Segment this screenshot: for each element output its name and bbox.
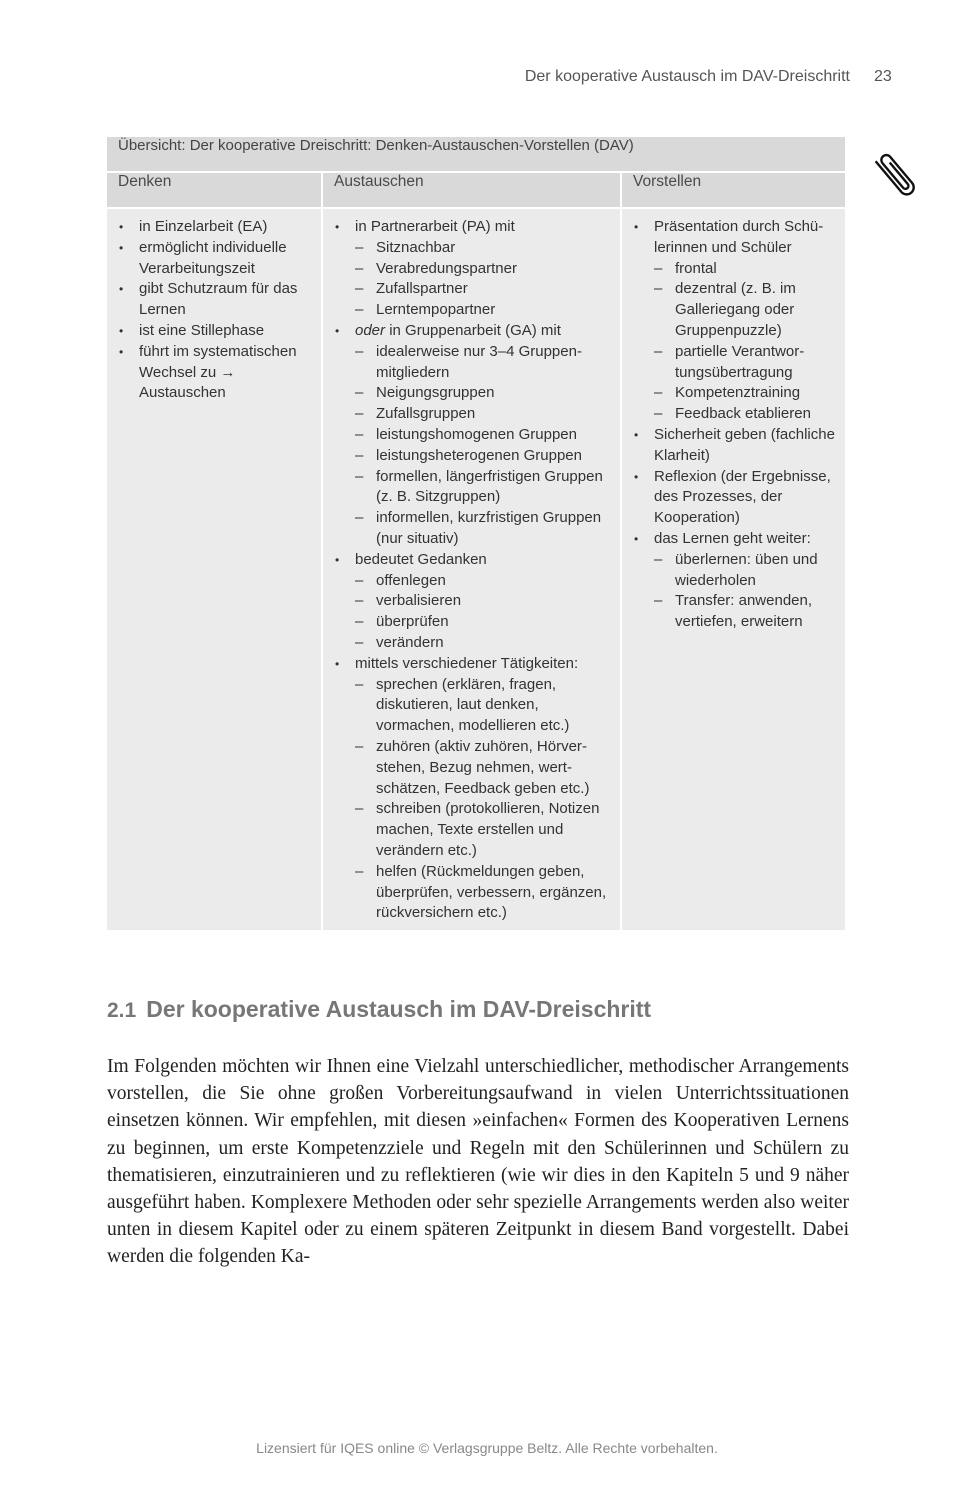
- sub-list-item: – Kompetenztraining: [654, 383, 835, 404]
- list-item-text: das Lernen geht weiter:: [654, 529, 811, 547]
- list-item-text: bedeutet Gedanken: [355, 550, 487, 568]
- table-caption: Übersicht: Der kooperative Dreischritt: Denken-Austauschen-Vorstellen (DAV): [107, 137, 845, 171]
- paperclip-icon: [870, 146, 920, 204]
- sub-list: [355, 571, 610, 654]
- list-austauschen: [335, 217, 610, 924]
- list-item: [119, 321, 311, 342]
- list-item-text: in Gruppenarbeit (GA) mit: [385, 321, 561, 339]
- cell-austauschen: [323, 209, 620, 930]
- sub-list-item: – schreiben (protokollieren, Notizen machen, Texte erstellen und verändern etc.): [355, 799, 610, 861]
- running-head: [0, 68, 974, 92]
- list-item-text: mittels verschiedener Tätigkeiten:: [355, 654, 579, 672]
- list-item: [119, 238, 311, 280]
- page-number: 23: [874, 68, 892, 85]
- list-item: [634, 529, 835, 633]
- sub-list-item: – leistungsheterogenen Gruppen: [355, 446, 610, 467]
- sub-list-item: – partielle Verantwortungsübertragung: [654, 342, 835, 384]
- list-item: [335, 550, 610, 654]
- sub-list-item: – Transfer: anwenden, vertiefen, erweitern: [654, 591, 835, 633]
- list-item: [119, 342, 311, 404]
- sub-list-item: – leistungshomogenen Gruppen: [355, 425, 610, 446]
- list-item: [634, 425, 835, 467]
- list-item-text: ermöglicht individuelle Verarbeitungszeit: [139, 238, 287, 277]
- list-item-text: in Einzelarbeit (EA): [139, 218, 268, 235]
- sub-list: [654, 550, 835, 633]
- list-item-text: in Partnerarbeit (PA) mit: [355, 218, 515, 235]
- sub-list-item: – verbalisieren: [355, 591, 610, 612]
- sub-list-item: – verändern: [355, 633, 610, 654]
- sub-list-item: – Zufallspartner: [355, 279, 610, 300]
- sub-list-item: – Lerntempopartner: [355, 300, 610, 321]
- list-item-text: ist eine Stillephase: [139, 321, 265, 339]
- sub-list-item: – offenlegen: [355, 571, 610, 592]
- sub-list-item: – Sitznachbar: [355, 238, 610, 259]
- running-title: Der kooperative Austausch im DAV-Dreischritt: [524, 68, 850, 85]
- sub-list-item: – idealerweise nur 3–4 Gruppenmitgliedern: [355, 342, 610, 384]
- sub-list-item: – informellen, kurzfristigen Gruppen (nur situativ): [355, 508, 610, 550]
- sub-list: [355, 238, 610, 321]
- sub-list-item: – überprüfen: [355, 612, 610, 633]
- body-paragraph: Im Folgenden möchten wir Ihnen eine Vielzahl unterschiedlicher, methodischer Arrangements vorstellen, die Sie ohne großen Vorbereitungsaufwand in vielen Unterrichtssituationen einsetzen können. Wir empfehlen, mit diesen »einfachen« Formen des Kooperativen Lernens zu beginnen, um erste Kompetenzziele und Regeln mit den Schülerinnen und Schülern zu thematisieren, einzutrainieren und zu reflektieren (wie wir dies in den Kapiteln 5 und 9 näher ausgeführt haben. Komplexere Methoden oder sehr spezielle Arrangements werden also weiter unten in diesem Kapitel oder zu einem späteren Zeitpunkt in diesem Band vorgestellt. Dabei werden die folgenden Ka-: [107, 1056, 849, 1268]
- list-item: [634, 467, 835, 529]
- list-item: [335, 217, 610, 321]
- sub-list-item: – sprechen (erklären, fragen, diskutieren, laut denken, vormachen, modellieren etc.): [355, 675, 610, 737]
- cell-denken: [107, 209, 321, 930]
- list-vorstellen: [634, 217, 835, 633]
- sub-list-item: – Feedback etablieren: [654, 404, 835, 425]
- sub-list-item: – Neigungsgruppen: [355, 383, 610, 404]
- sub-list-item: – dezentral (z. B. im Galleriegang oder Gruppenpuzzle): [654, 279, 835, 341]
- license-footer: Lizensiert für IQES online © Verlagsgruppe Beltz. Alle Rechte vorbehalten.: [256, 1440, 718, 1456]
- list-item: [119, 279, 311, 321]
- sub-list-item: – Zufallsgruppen: [355, 404, 610, 425]
- section-title: Der kooperative Austausch im DAV-Dreischritt: [146, 996, 652, 1022]
- sub-list-item: – überlernen: üben und wiederholen: [654, 550, 835, 592]
- list-item: [335, 654, 610, 924]
- section-number: 2.1: [107, 999, 137, 1022]
- section-heading: [107, 996, 651, 1023]
- sub-list: [654, 259, 835, 425]
- column-header-austauschen: Austauschen: [323, 173, 620, 207]
- column-header-denken: Denken: [107, 173, 321, 207]
- sub-list-item: – zuhören (aktiv zuhören, Hörverstehen, Bezug nehmen, wertschätzen, Feedback geben etc.): [355, 737, 610, 799]
- sub-list: [355, 342, 610, 550]
- list-item: [634, 217, 835, 425]
- list-item: [119, 217, 311, 238]
- sub-list-item: – Verabredungspartner: [355, 259, 610, 280]
- sub-list-item: – helfen (Rückmeldungen geben, überprüfen, verbessern, ergänzen, rückversichern etc.): [355, 862, 610, 924]
- cell-vorstellen: [622, 209, 845, 930]
- list-item: • oder in Gruppenarbeit (GA) mit – idealerweise nur 3–4 Gruppenmitgliedern – Neigungsgruppen – Zufallsgruppen – leistungshomogenen Gruppen – leistungsheterogenen Gruppen – formellen, längerfristigen Gruppen (z. B. Sitzgruppen) – informellen, kurzfristigen Gruppen (nur situativ): [335, 321, 610, 550]
- list-item-text: Reflexion (der Ergebnisse, des Prozesses, der Kooperation): [654, 467, 831, 527]
- list-item-text: führt im systematischen Wechsel zu → Austauschen: [139, 342, 297, 402]
- list-item-text: gibt Schutzraum für das Lernen: [139, 280, 298, 319]
- column-header-vorstellen: Vorstellen: [622, 173, 845, 207]
- list-item-text: Präsentation durch Schülerinnen und Schüler: [654, 218, 824, 256]
- sub-list-item: – formellen, längerfristigen Gruppen (z. B. Sitzgruppen): [355, 467, 610, 509]
- sub-list: [355, 675, 610, 925]
- list-item-text: Sicherheit geben (fachliche Klarheit): [654, 425, 835, 464]
- overview-table: [105, 135, 847, 932]
- list-denken: [119, 217, 311, 404]
- sub-list-item: – frontal: [654, 259, 835, 280]
